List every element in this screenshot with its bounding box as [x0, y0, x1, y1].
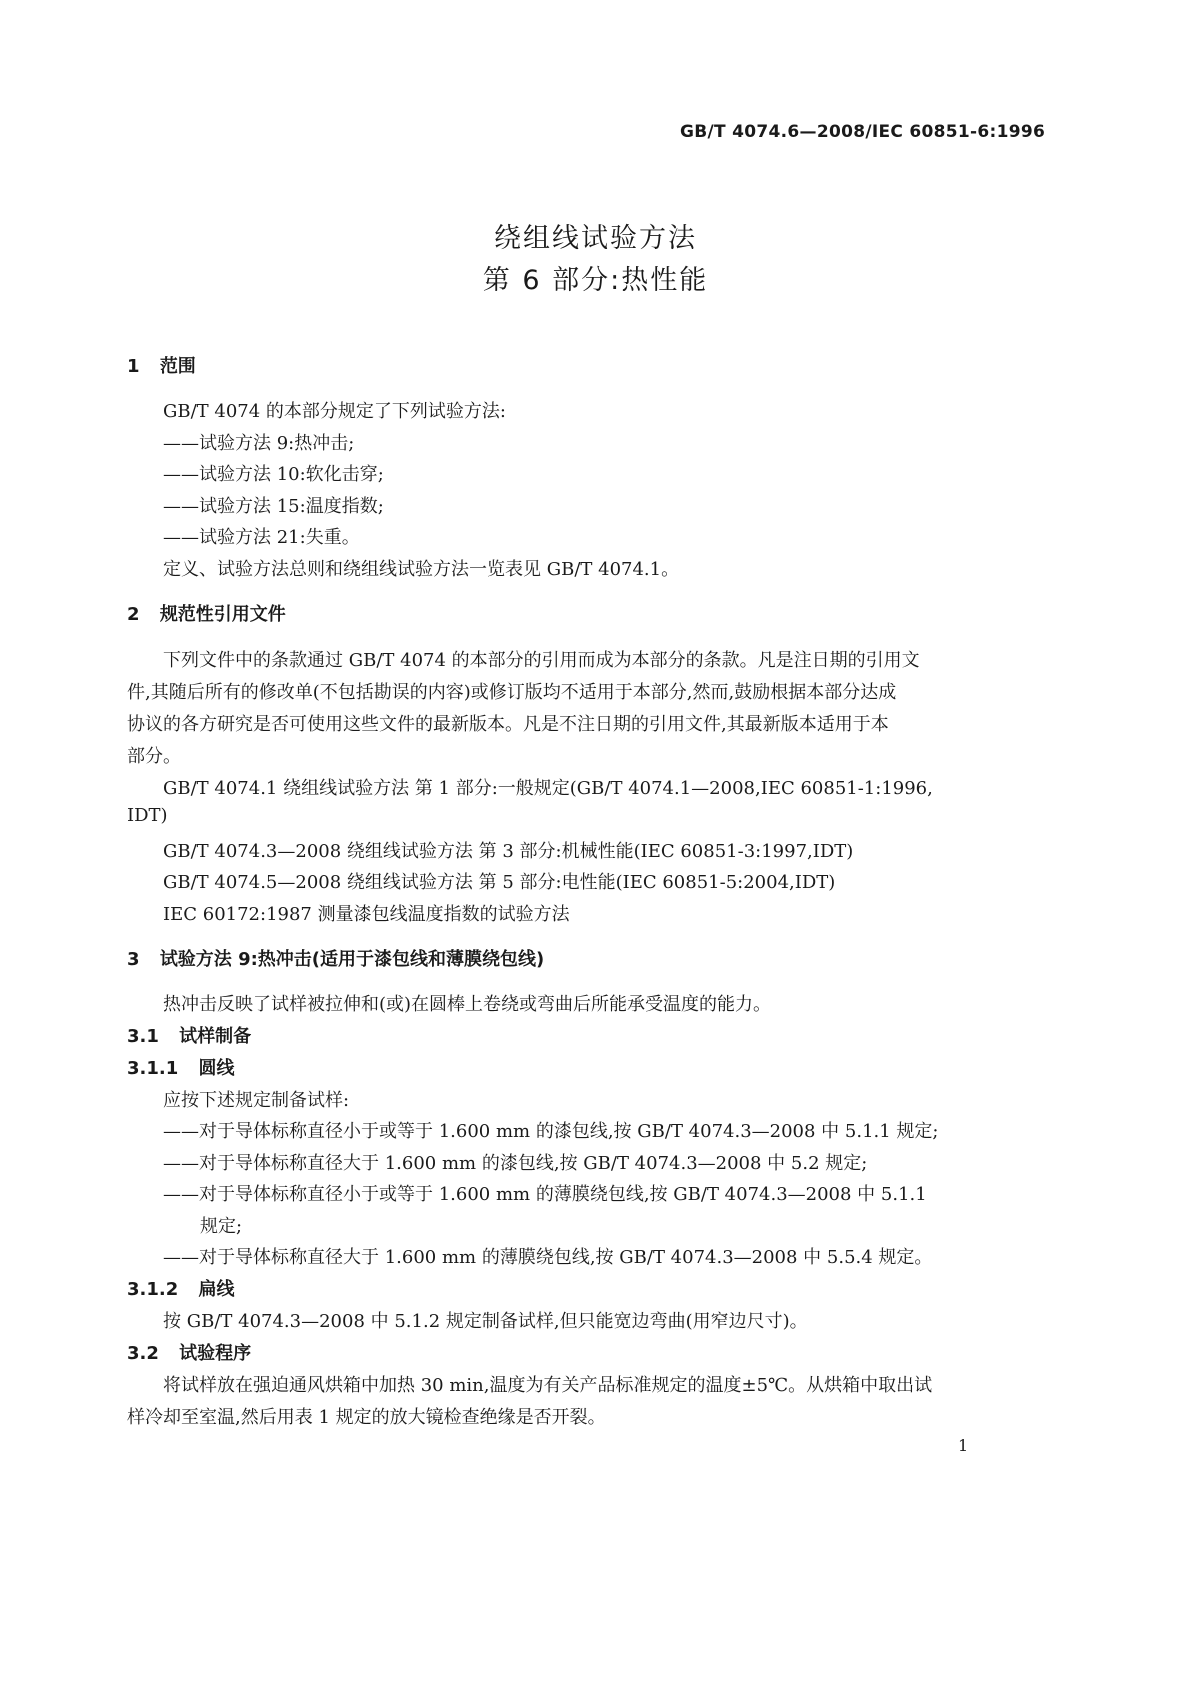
section-1-heading — [127, 352, 196, 378]
section-number: 3.1 — [127, 1026, 159, 1047]
section-title: 扁线 — [198, 1279, 235, 1300]
standard-number: GB/T 4074.6—2008/IEC 60851-6:1996 — [680, 122, 1046, 142]
list-item: ——对于导体标称直径大于 1.600 mm 的漆包线,按 GB/T 4074.3—2008 中 5.2 规定; — [163, 1153, 868, 1174]
scope-note: 定义、试验方法总则和绕组线试验方法一览表见 GB/T 4074.1。 — [163, 559, 680, 580]
paragraph-line: 部分。 — [127, 746, 181, 767]
section-3-heading — [127, 945, 544, 971]
section-3-intro: 热冲击反映了试样被拉伸和(或)在圆棒上卷绕或弯曲后所能承受温度的能力。 — [163, 994, 772, 1015]
reference-item: GB/T 4074.3—2008 绕组线试验方法 第 3 部分:机械性能(IEC 60851-3:1997,IDT) — [163, 841, 854, 862]
section-title: 试验方法 9:热冲击(适用于漆包线和薄膜绕包线) — [159, 949, 545, 970]
section-number: 3.1.2 — [127, 1279, 179, 1300]
section-title: 试样制备 — [179, 1026, 252, 1047]
reference-item: IEC 60172:1987 测量漆包线温度指数的试验方法 — [163, 904, 570, 925]
section-title: 试验程序 — [179, 1343, 252, 1364]
document-title: 绕组线试验方法 — [494, 223, 697, 254]
paragraph-line: 下列文件中的条款通过 GB/T 4074 的本部分的引用而成为本部分的条款。凡是注日期的引用文 — [163, 650, 920, 671]
section-number: 1 — [127, 356, 140, 377]
paragraph-line: 样冷却至室温,然后用表 1 规定的放大镜检查绝缘是否开裂。 — [127, 1407, 606, 1428]
subsection-3-1-1-heading — [127, 1054, 235, 1080]
list-item: ——试验方法 21:失重。 — [163, 527, 360, 548]
section-2-heading — [127, 600, 286, 626]
section-number: 2 — [127, 604, 140, 625]
list-item: ——试验方法 9:热冲击; — [163, 433, 355, 454]
section-number: 3.1.1 — [127, 1058, 179, 1079]
section-title: 圆线 — [198, 1058, 235, 1079]
document-subtitle: 第 6 部分:热性能 — [482, 265, 709, 296]
list-item-continuation: 规定; — [200, 1216, 243, 1237]
round-wire-intro: 应按下述规定制备试样: — [163, 1090, 350, 1111]
section-number: 3 — [127, 949, 140, 970]
reference-item: IDT) — [127, 805, 168, 826]
subsection-3-1-heading — [127, 1022, 251, 1048]
list-item: ——试验方法 10:软化击穿; — [163, 464, 384, 485]
page-number: 1 — [958, 1436, 969, 1455]
reference-item: GB/T 4074.1 绕组线试验方法 第 1 部分:一般规定(GB/T 4074.1—2008,IEC 60851-1:1996, — [163, 778, 933, 799]
subsection-3-2-heading — [127, 1339, 251, 1365]
list-item: ——对于导体标称直径小于或等于 1.600 mm 的漆包线,按 GB/T 4074.3—2008 中 5.1.1 规定; — [163, 1121, 939, 1142]
section-title: 规范性引用文件 — [159, 604, 286, 625]
paragraph-line: 将试样放在强迫通风烘箱中加热 30 min,温度为有关产品标准规定的温度±5℃。从烘箱中取出试 — [163, 1375, 933, 1396]
list-item: ——对于导体标称直径小于或等于 1.600 mm 的薄膜绕包线,按 GB/T 4074.3—2008 中 5.1.1 — [163, 1184, 927, 1205]
section-number: 3.2 — [127, 1343, 159, 1364]
list-item: ——试验方法 15:温度指数; — [163, 496, 384, 517]
flat-wire-text: 按 GB/T 4074.3—2008 中 5.1.2 规定制备试样,但只能宽边弯曲(用窄边尺寸)。 — [163, 1311, 808, 1332]
subsection-3-1-2-heading — [127, 1275, 235, 1301]
paragraph-line: 件,其随后所有的修改单(不包括勘误的内容)或修订版均不适用于本部分,然而,鼓励根据本部分达成 — [127, 682, 897, 703]
reference-item: GB/T 4074.5—2008 绕组线试验方法 第 5 部分:电性能(IEC 60851-5:2004,IDT) — [163, 872, 836, 893]
section-title: 范围 — [159, 356, 196, 377]
list-item: ——对于导体标称直径大于 1.600 mm 的薄膜绕包线,按 GB/T 4074.3—2008 中 5.5.4 规定。 — [163, 1247, 933, 1268]
scope-intro: GB/T 4074 的本部分规定了下列试验方法: — [163, 401, 506, 422]
paragraph-line: 协议的各方研究是否可使用这些文件的最新版本。凡是不注日期的引用文件,其最新版本适用于本 — [127, 714, 889, 735]
